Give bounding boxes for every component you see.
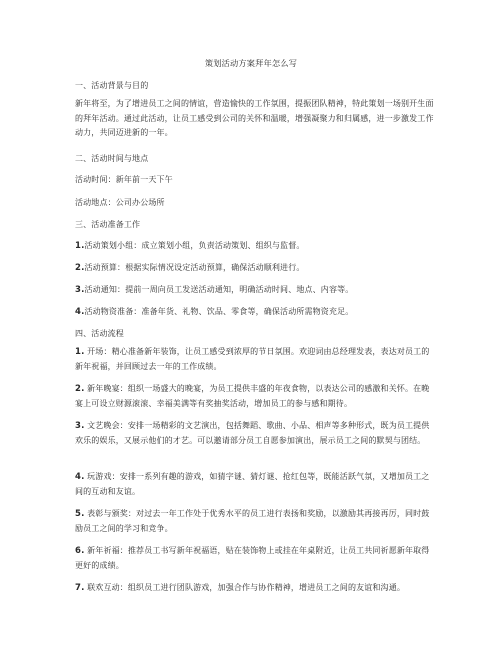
process-item	[75, 382, 435, 411]
process-item	[75, 507, 435, 536]
process-item-number: 3.	[75, 421, 85, 431]
process-item-number: 5.	[75, 509, 85, 519]
process-item-number: 6.	[75, 546, 85, 556]
background-paragraph: 新年将至，为了增进员工之间的情谊，营造愉快的工作氛围，提振团队精神，特此策划一场别开生面的拜年活动。通过此活动，让员工感受到公司的关怀和温暖，增强凝聚力和归属感，进一步激发工作动力，共同迈进新的一年。	[75, 99, 434, 137]
activity-place: 活动地点：公司办公场所	[75, 198, 165, 207]
prep-item-number: 2.	[75, 263, 85, 273]
process-item	[75, 581, 435, 596]
process-item-text: 表彰与颁奖：对过去一年工作处于优秀水平的员工进行表扬和奖励，以激励其再接再厉，同时鼓励员工之间的学习和竞争。	[75, 509, 430, 533]
prep-item-number: 3.	[75, 285, 85, 295]
process-item-text: 开场：精心准备新年装饰，让员工感受到浓厚的节日氛围。欢迎词由总经理发表，表达对员工的新年祝福，并回顾过去一年的工作成绩。	[75, 347, 430, 371]
process-item-text: 文艺晚会：安排一场精彩的文艺演出，包括舞蹈、歌曲、小品、相声等多种形式，既为员工提供欢乐的娱乐，又展示他们的才艺。可以邀请部分员工自愿参加演出，展示员工之间的默契与团结。	[75, 421, 430, 445]
prep-item-text: 活动通知：提前一周向员工发送活动通知，明确活动时间、地点、内容等。	[84, 285, 354, 294]
prep-item	[75, 262, 305, 274]
process-item	[75, 470, 435, 499]
process-item-number: 7.	[75, 583, 85, 593]
activity-time: 活动时间：新年前一天下午	[75, 175, 173, 184]
section-heading-background: 一、活动背景与目的	[75, 81, 149, 90]
process-item-number: 1.	[75, 347, 85, 357]
section-heading-preparation: 三、活动准备工作	[75, 220, 141, 229]
process-item-text: 新年晚宴：组织一场盛大的晚宴，为员工提供丰盛的年夜食物，以表达公司的感激和关怀。在晚宴上可设立财源滚滚、幸福美满等有奖抽奖活动，增加员工的参与感和期待。	[75, 384, 430, 408]
process-item-number: 4.	[75, 472, 85, 482]
process-item	[75, 419, 435, 448]
process-item-text: 玩游戏：安排一系列有趣的游戏，如猜字谜、猜灯谜、抢红包等，既能活跃气氛，又增加员工之间的互动和友谊。	[75, 472, 430, 496]
prep-item	[75, 240, 305, 252]
prep-item-number: 4.	[75, 307, 85, 317]
prep-item	[75, 306, 353, 318]
section-heading-process: 四、活动流程	[75, 329, 124, 338]
process-item	[75, 544, 435, 573]
prep-item-text: 活动策划小组：成立策划小组，负责活动策划、组织与监督。	[84, 241, 305, 250]
prep-item-text: 活动预算：根据实际情况设定活动预算，确保活动顺利进行。	[84, 263, 305, 272]
prep-item	[75, 284, 353, 296]
process-item-text: 新年祈福：推荐员工书写新年祝福语，贴在装饰物上或挂在年桌附近，让员工共同祈愿新年取得更好的成绩。	[75, 546, 430, 570]
section-heading-time-place: 二、活动时间与地点	[75, 154, 149, 163]
process-item-number: 2.	[75, 384, 85, 394]
process-item-text: 联欢互动：组织员工进行团队游戏，加强合作与协作精神，增进员工之间的友谊和沟通。	[84, 583, 405, 592]
process-item	[75, 345, 435, 374]
prep-item-number: 1.	[75, 241, 85, 251]
document-title: 策划活动方案拜年怎么写	[204, 58, 298, 68]
prep-item-text: 活动物资准备：准备年货、礼物、饮品、零食等，确保活动所需物资充足。	[84, 307, 354, 316]
